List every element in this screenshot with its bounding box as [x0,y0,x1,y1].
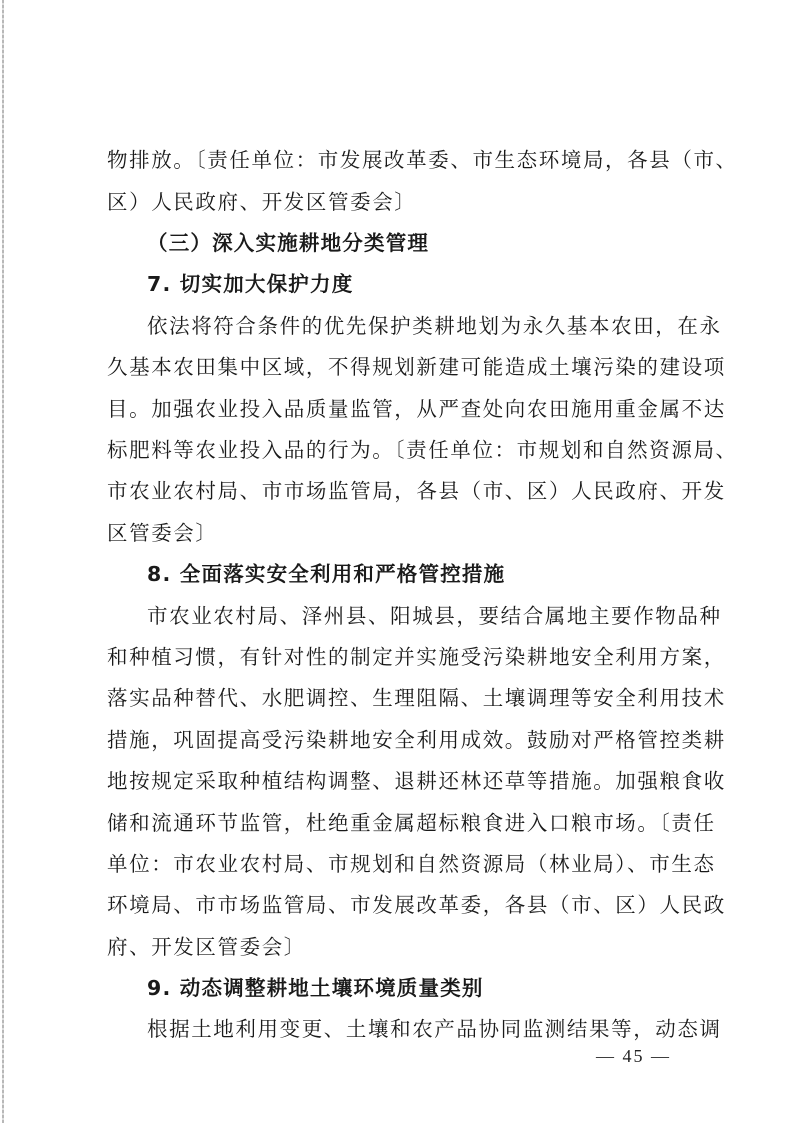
body-text-line: 标肥料等农业投入品的行为。〔责任单位：市规划和自然资源局、 [107,438,738,462]
paragraph-first-line: 依法将符合条件的优先保护类耕地划为永久基本农田，在永 [147,314,722,338]
item-heading-8: 8. 全面落实安全利用和严格管控措施 [147,562,506,586]
section-heading: （三）深入实施耕地分类管理 [147,231,430,255]
item-heading-7: 7. 切实加大保护力度 [147,272,354,296]
body-text-line: 区）人民政府、开发区管委会〕 [107,190,417,214]
paragraph-first-line: 市农业农村局、泽州县、阳城县，要结合属地主要作物品种 [147,604,722,628]
body-text-line: 落实品种替代、水肥调控、生理阻隔、土壤调理等安全利用技术 [107,686,726,710]
body-text-line: 目。加强农业投入品质量监管，从严查处向农田施用重金属不达 [107,397,726,421]
body-text-line: 储和流通环节监管，杜绝重金属超标粮食进入口粮市场。〔责任 [107,811,716,835]
body-text-line: 市农业农村局、市市场监管局，各县（市、区）人民政府、开发 [107,479,726,503]
item-heading-9: 9. 动态调整耕地土壤环境质量类别 [147,976,484,1000]
body-text-line: 府、开发区管委会〕 [107,935,306,959]
body-text-line: 单位：市农业农村局、市规划和自然资源局（林业局）、市生态 [107,852,716,876]
body-text-line: 区管委会〕 [107,521,218,545]
body-text-line: 措施，巩固提高受污染耕地安全利用成效。鼓励对严格管控类耕 [107,728,726,752]
page-number: — 45 — [596,1046,671,1066]
paragraph-first-line: 根据土地利用变更、土壤和农产品协同监测结果等，动态调 [147,1017,722,1041]
scan-edge-line [2,0,4,1123]
body-text-line: 环境局、市市场监管局、市发展改革委，各县（市、区）人民政 [107,893,726,917]
body-text-line: 久基本农田集中区域，不得规划新建可能造成土壤污染的建设项 [107,355,726,379]
body-text-line: 地按规定采取种植结构调整、退耕还林还草等措施。加强粮食收 [107,769,726,793]
body-text-line: 物排放。〔责任单位：市发展改革委、市生态环境局，各县（市、 [107,148,738,172]
body-text-line: 和种植习惯，有针对性的制定并实施受污染耕地安全利用方案， [107,645,726,669]
